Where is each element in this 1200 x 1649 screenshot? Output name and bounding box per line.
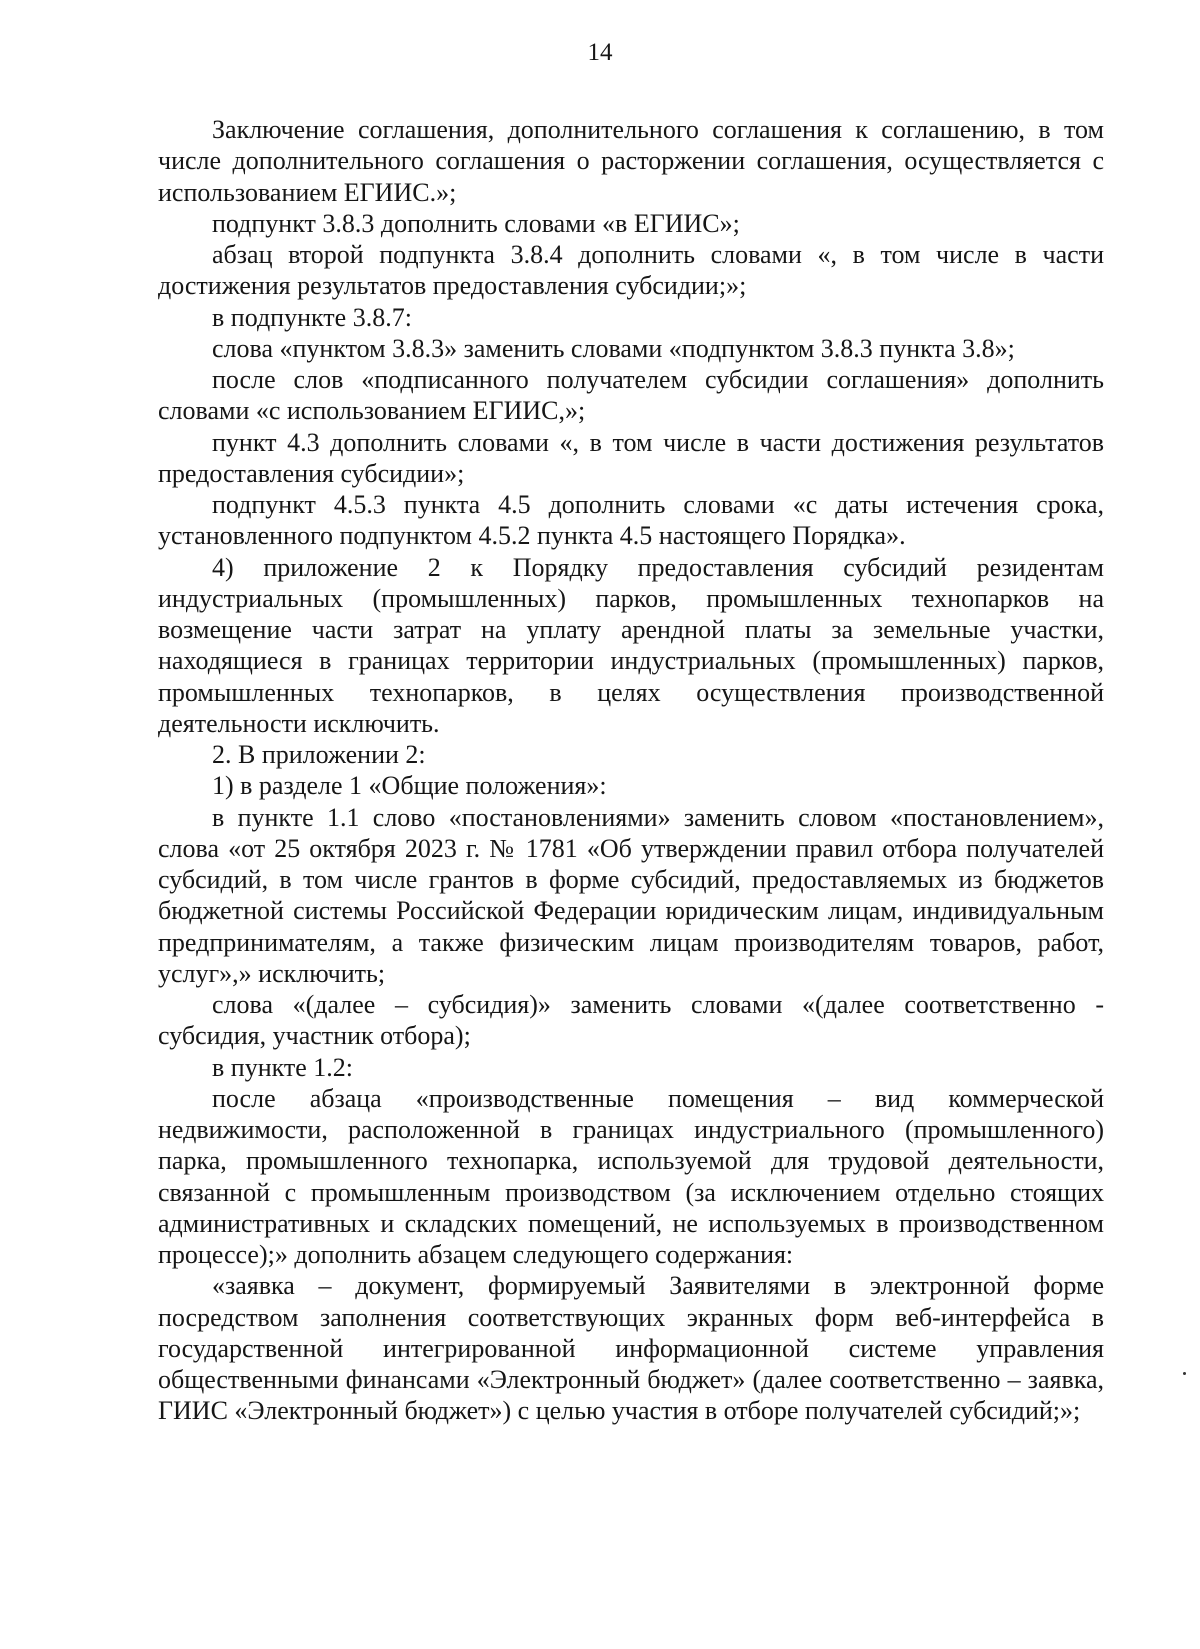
page-number: 14: [587, 39, 613, 66]
paragraph-5: слова «пунктом 3.8.3» заменить словами «подпунктом 3.8.3 пункта 3.8»;: [212, 333, 1015, 363]
paragraph-4: в подпункте 3.8.7:: [212, 302, 412, 332]
paragraph-11: 1) в разделе 1 «Общие положения»:: [212, 771, 607, 801]
paragraph-9: 4) приложение 2 к Порядку предоставления субсидий резидентам индустриальных (промышленных) парков, промышленных технопарков на возмещение части затрат на уплату арендной платы за земельные участки, находящиеся в границах территории индустриальных (промышленных) парков, промышленных технопарков, в целях осуществления производственной деятельности исключить.: [158, 552, 1104, 738]
paragraph-13: слова «(далее – субсидия)» заменить словами «(далее соответственно - субсидия, участник отбора);: [158, 990, 1104, 1051]
paragraph-8: подпункт 4.5.3 пункта 4.5 дополнить словами «с даты истечения срока, установленного подпунктом 4.5.2 пункта 4.5 настоящего Порядка».: [158, 490, 1104, 551]
paragraph-2: подпункт 3.8.3 дополнить словами «в ЕГИИС»;: [212, 208, 740, 238]
paragraph-15: после абзаца «производственные помещения – вид коммерческой недвижимости, расположенной в границах индустриального (промышленного) парка, промышленного технопарка, используемой для трудовой деятельности, связанной с промышленным производством (за исключением отдельно стоящих административных и складских помещений, не используемых в производственном процессе);» дополнить абзацем следующего содержания:: [158, 1083, 1104, 1269]
paragraph-10: 2. В приложении 2:: [212, 740, 426, 769]
paragraph-7: пункт 4.3 дополнить словами «, в том числе в части достижения результатов предоставления субсидии»;: [158, 427, 1104, 488]
paragraph-12: в пункте 1.1 слово «постановлениями» заменить словом «постановлением», слова «от 25 октября 2023 г. № 1781 «Об утверждении правил отбора получателей субсидий, в том числе грантов в форме субсидий, предоставляемых из бюджетов бюджетной системы Российской Федерации юридическим лицам, индивидуальным предпринимателям, а также физическим лицам производителям товаров, работ, услуг»,» исключить;: [158, 802, 1104, 988]
paragraph-3: абзац второй подпункта 3.8.4 дополнить словами «, в том числе в части достижения результатов предоставления субсидии;»;: [158, 240, 1104, 301]
paragraph-16: «заявка – документ, формируемый Заявителями в электронной форме посредством заполнения соответствующих экранных форм веб-интерфейса в государственной интегрированной информационной системе управления общественными финансами «Электронный бюджет» (далее соответственно – заявка, ГИИС «Электронный бюджет») с целью участия в отборе получателей субсидий;»;: [158, 1271, 1104, 1426]
paragraph-14: в пункте 1.2:: [212, 1052, 354, 1082]
scan-artifact-dot: [1183, 1372, 1186, 1375]
document-body: [158, 114, 1104, 1427]
paragraph-1: Заключение соглашения, дополнительного соглашения к соглашению, в том числе дополнительного соглашения о расторжении соглашения, осуществляется с использованием ЕГИИС.»;: [158, 115, 1104, 207]
paragraph-6: после слов «подписанного получателем субсидии соглашения» дополнить словами «с использованием ЕГИИС,»;: [158, 365, 1104, 426]
